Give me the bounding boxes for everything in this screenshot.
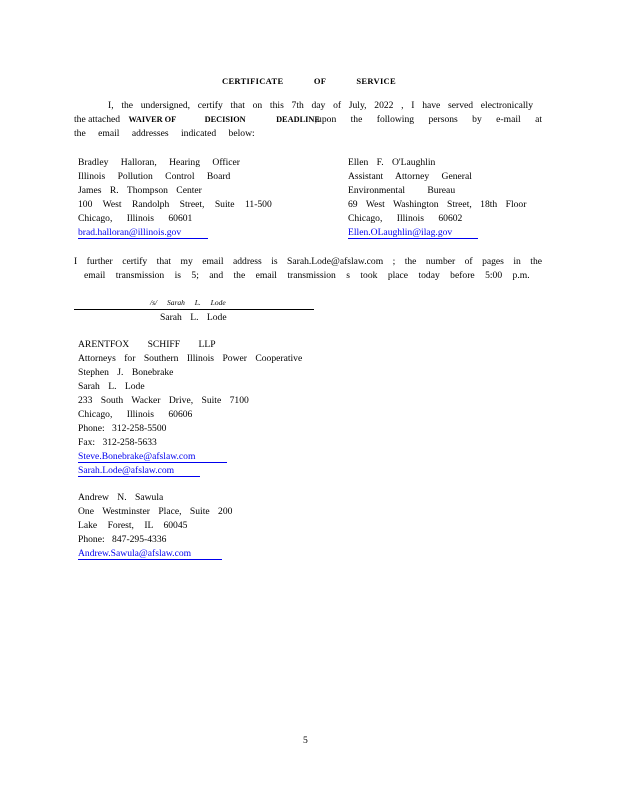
intro-line-1: I, the undersigned, certify that on this 7th day of July, 2022 , I have served electronically [108,100,533,111]
recipient-org: Illinois Pollution Control Board [78,171,231,182]
page-title: CERTIFICATE OF SERVICE [222,76,396,86]
document-name-part-1: WAIVER OF [128,115,177,124]
firm-email-2-link[interactable]: Sarah.Lode@afslaw.com [78,465,175,476]
recipient-name: Ellen F. O'Laughlin [348,157,436,168]
certify-line-1: I further certify that my email address is Sarah.Lode@afslaw.com ; the number of pages in the [74,256,542,267]
document-name-part-2: DECISION [204,115,246,124]
recipient-street: 69 West Washington Street, 18th Floor [348,199,527,210]
recipient-city: Chicago, Illinois 60602 [348,213,463,224]
link-underline [78,462,227,463]
contact-phone: Phone: 847-295-4336 [78,534,167,545]
firm-city: Chicago, Illinois 60606 [78,409,193,420]
signature-mark: /s/ Sarah L. Lode [150,298,226,307]
firm-fax: Fax: 312-258-5633 [78,437,157,448]
link-underline [78,238,208,239]
contact-city: Lake Forest, IL 60045 [78,520,188,531]
contact-email-link[interactable]: Andrew.Sawula@afslaw.com [78,548,192,559]
firm-attorney-2: Sarah L. Lode [78,381,145,392]
signature-name: Sarah L. Lode [160,312,227,323]
recipient-city: Chicago, Illinois 60601 [78,213,193,224]
recipient-building: James R. Thompson Center [78,185,202,196]
contact-street: One Westminster Place, Suite 200 [78,506,233,517]
certify-line-2: email transmission is 5; and the email transmission s took place today before 5:00 p.m. [84,270,530,281]
firm-name: ARENTFOX SCHIFF LLP [78,339,216,350]
signature-line [74,309,314,310]
recipient-building: Environmental Bureau [348,185,456,196]
contact-name: Andrew N. Sawula [78,492,164,503]
link-underline [78,476,200,477]
firm-attorney-1: Stephen J. Bonebrake [78,367,174,378]
page-number: 5 [303,735,308,746]
recipient-email-link[interactable]: brad.halloran@illinois.gov [78,227,182,238]
link-underline [78,559,222,560]
recipient-name: Bradley Halloran, Hearing Officer [78,157,240,168]
recipient-street: 100 West Randolph Street, Suite 11-500 [78,199,272,210]
link-underline [348,238,478,239]
recipient-org: Assistant Attorney General [348,171,472,182]
firm-phone: Phone: 312-258-5500 [78,423,167,434]
intro-line-3: the email addresses indicated below: [74,128,255,139]
firm-role: Attorneys for Southern Illinois Power Cooperative [78,353,303,364]
intro-line-2: the attached WAIVER OF DECISION DEADLINE ,upon the following persons by e-mail at [74,114,542,125]
document-name-part-3: DEADLINE [276,115,320,124]
firm-street: 233 South Wacker Drive, Suite 7100 [78,395,249,406]
recipient-email-link[interactable]: Ellen.OLaughlin@ilag.gov [348,227,453,238]
firm-email-1-link[interactable]: Steve.Bonebrake@afslaw.com [78,451,196,462]
